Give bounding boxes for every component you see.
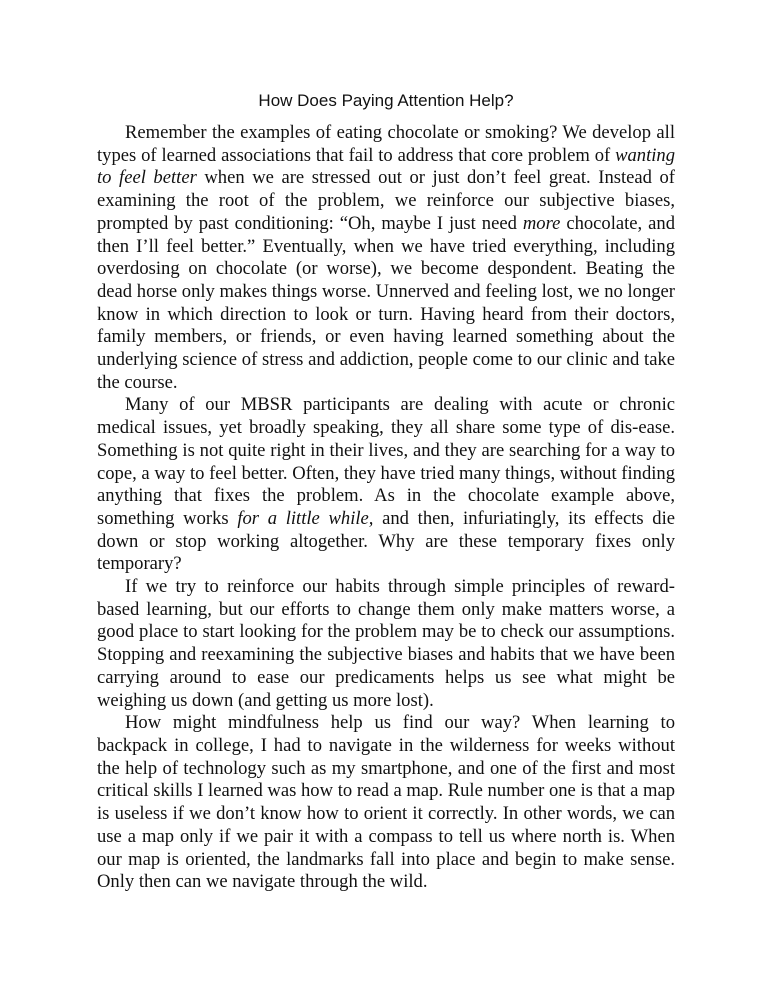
section-heading: How Does Paying Attention Help? — [258, 91, 514, 110]
italic-text: wanting to feel better — [97, 144, 675, 189]
paragraph-text: when we are stressed out or just don’t feel great. Instead of examining the root of the problem, we reinforce our subjective biases, prompted by past conditioning: “Oh, maybe I just need — [97, 167, 676, 234]
paragraph-text: How might mindfulness help us find our way? When learning to backpack in college, I had to navigate in the wilderness for weeks without the help of technology such as my smartphone, and one of the first and most critical skills I learned was how to read a map. Rule number one is that a map is useless if we don’t know how to orient it correctly. In other words, we can use a map only if we pair it with a compass to tell us where north is. When our map is oriented, the landmarks fall into place and begin to make sense. Only then can we navigate through the wild. — [97, 712, 675, 893]
paragraph-text: chocolate, and then I’ll feel better.” Eventually, when we have tried everything, including overdosing on chocolate (or worse), we become despondent. Beating the dead horse only makes things worse. Unnerved and feeling lost, we no longer know in which direction to look or turn. Having heard from their doctors, family members, or friends, or even having learned something about the underlying science of stress and addiction, people come to our clinic and take the course. — [97, 212, 675, 393]
paragraph — [97, 122, 675, 394]
paragraph-text: Remember the examples of eating chocolate or smoking? We develop all types of learned associations that fail to address that core problem of — [97, 122, 675, 166]
italic-text: for a little while, — [237, 507, 374, 529]
paragraph — [97, 712, 675, 894]
paragraph-text: If we try to reinforce our habits through simple principles of reward-based learning, but our efforts to change them only make matters worse, a good place to start looking for the problem may be to check our assumptions. Stopping and reexamining the subjective biases and habits that we have been carrying around to ease our predicaments helps us see what might be weighing us down (and getting us more lost). — [97, 576, 675, 711]
paragraph-text: Many of our MBSR participants are dealing with acute or chronic medical issues, yet broadly speaking, they all share some type of dis-ease. Something is not quite right in their lives, and they are searching for a way to cope, a way to feel better. Often, they have tried many things, without finding anything that fixes the problem. As in the chocolate example above, something works — [97, 394, 675, 529]
paragraph — [97, 576, 675, 712]
body-text — [97, 122, 675, 894]
paragraph-text: and then, infuriatingly, its effects die down or stop working altogether. Why are these temporary fixes only temporary? — [97, 507, 676, 575]
paragraph — [97, 394, 675, 576]
italic-text: more — [522, 212, 561, 234]
